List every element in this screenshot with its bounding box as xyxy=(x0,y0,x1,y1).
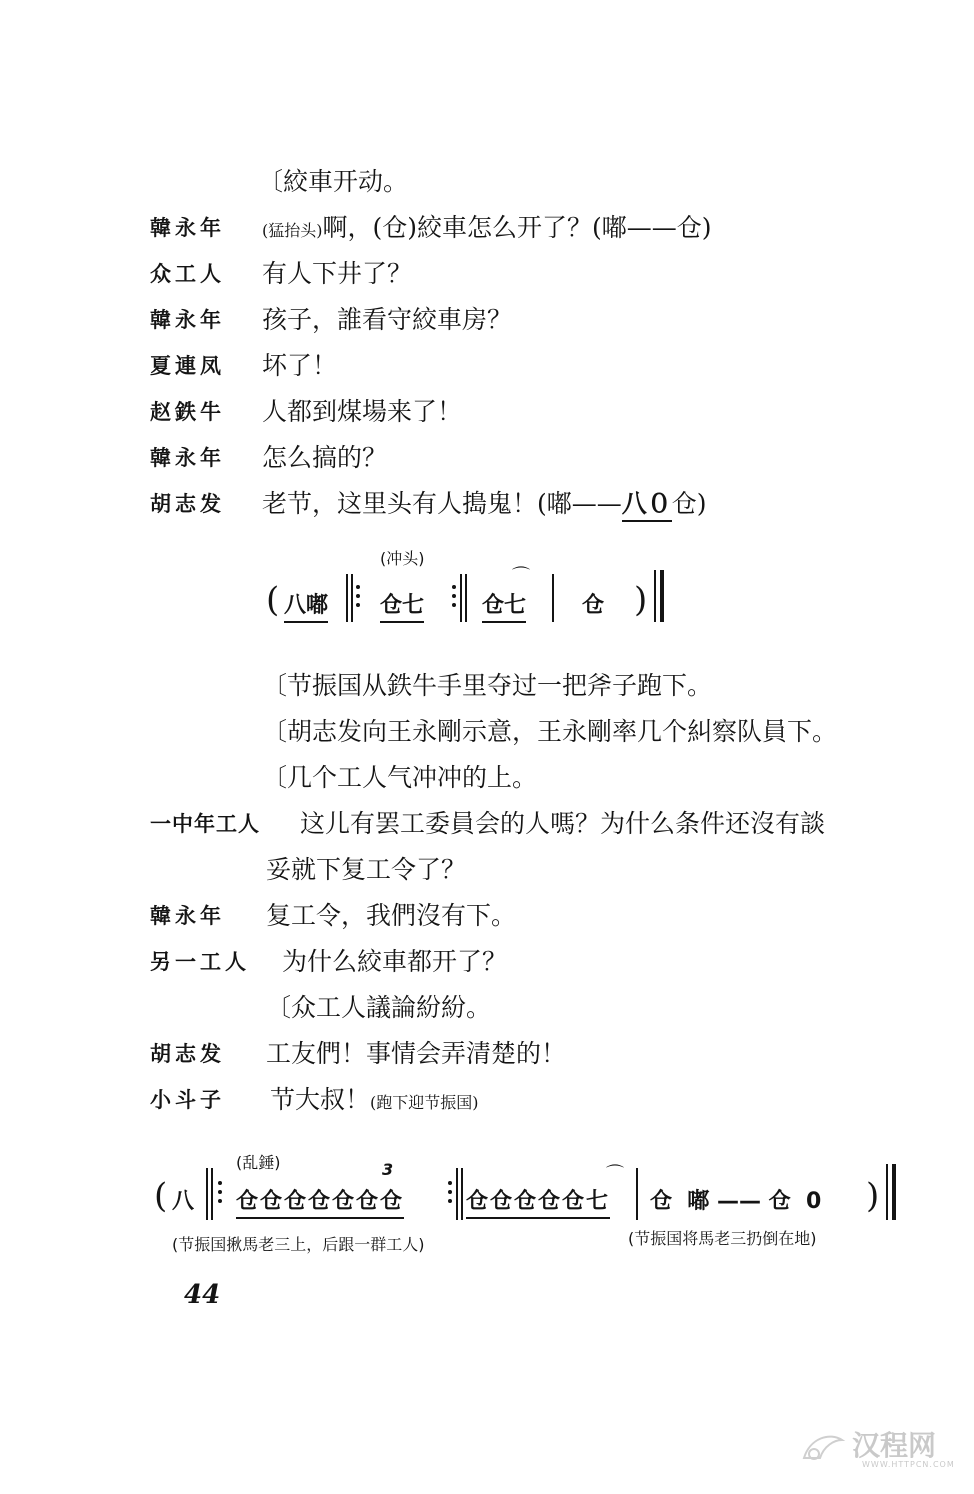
speaker-name: 赵鉄牛 xyxy=(150,400,225,424)
speaker-name: 小斗子 xyxy=(150,1088,225,1112)
barline xyxy=(460,574,462,622)
score-notes: 仓仓仓仓仓仓仓 xyxy=(236,1184,404,1219)
barline xyxy=(886,1164,888,1220)
watermark-text: 汉程网 xyxy=(852,1429,937,1462)
barline xyxy=(456,1168,458,1220)
stage-note: (猛抬头) xyxy=(262,221,323,240)
speaker-name: 韓永年 xyxy=(150,446,225,470)
score-label: (冲头) xyxy=(380,549,425,568)
fermata: ⌒ xyxy=(606,1164,624,1185)
fermata: ⌒ xyxy=(512,566,530,587)
dialogue-text: 妥就下复工令了？ xyxy=(266,855,467,884)
page-number: 44 xyxy=(184,1280,221,1310)
barline xyxy=(346,574,348,622)
barline xyxy=(465,574,467,622)
repeat-dots xyxy=(218,1176,222,1208)
dialogue-text: 坏了！ xyxy=(262,351,338,380)
dialogue-text: 为什么絞車都开了？ xyxy=(282,947,508,976)
notation-inline: 八０ xyxy=(622,489,672,522)
speaker-name: 韓永年 xyxy=(150,308,225,332)
barline xyxy=(206,1168,208,1220)
dialogue-text: 仓) xyxy=(671,489,707,518)
speaker-name: 夏連凤 xyxy=(150,354,225,378)
watermark xyxy=(800,1420,960,1480)
score-caption: (节振国揪馬老三上，后跟一群工人) xyxy=(172,1235,425,1254)
stage-direction: 〔胡志发向王永剛示意，王永剛率几个糾察队員下。 xyxy=(262,717,838,746)
stage-direction: 〔节振国从鉄牛手里夺过一把斧子跑下。 xyxy=(262,671,713,700)
score-notes: 仓 嘟 —— 仓 0 xyxy=(650,1189,822,1214)
watermark-logo-icon xyxy=(800,1428,846,1468)
barline xyxy=(552,574,554,622)
dialogue-text: 老节，这里头有人搗鬼！(嘟—— xyxy=(262,489,622,518)
score-note: 仓七 xyxy=(380,588,424,623)
score-note: 仓七 xyxy=(482,588,526,623)
watermark-url: WWW.HTTPCN.COM xyxy=(862,1460,955,1469)
score-open-paren: ( xyxy=(154,1176,168,1216)
score-close-paren: ) xyxy=(634,580,648,620)
triplet-mark: 3 xyxy=(382,1160,394,1179)
dialogue-line xyxy=(270,1084,479,1119)
speaker-name: 胡志发 xyxy=(150,492,225,516)
speaker-name: 众工人 xyxy=(150,262,225,286)
score-note: 八嘟 xyxy=(284,588,328,623)
speaker-name: 韓永年 xyxy=(150,904,225,928)
speaker-name: 一中年工人 xyxy=(150,812,260,836)
barline xyxy=(211,1168,213,1220)
dialogue-text: 怎么搞的？ xyxy=(262,443,388,472)
score-open-paren: ( xyxy=(266,580,280,620)
barline xyxy=(351,574,353,622)
repeat-dots xyxy=(356,580,360,612)
score-note: 仓 xyxy=(582,593,605,618)
speaker-name: 另一工人 xyxy=(150,950,250,974)
dialogue-text: 人都到煤場来了！ xyxy=(262,397,463,426)
stage-direction: 〔絞車开动。 xyxy=(258,167,409,196)
stage-direction: 〔众工人議論紛紛。 xyxy=(266,993,492,1022)
stage-direction: 〔几个工人气冲冲的上。 xyxy=(262,763,538,792)
repeat-dots xyxy=(452,580,456,612)
barline xyxy=(461,1168,463,1220)
dialogue-line xyxy=(262,212,712,247)
dialogue-text: 工友們！事情会弄清楚的！ xyxy=(266,1039,567,1068)
barline xyxy=(636,1168,638,1220)
dialogue-text: 复工令，我們沒有下。 xyxy=(266,901,517,930)
score-close-paren: ) xyxy=(866,1176,880,1216)
barline xyxy=(654,570,656,622)
dialogue-text: 孩子，誰看守絞車房？ xyxy=(262,305,513,334)
final-barline xyxy=(660,570,664,622)
dialogue-text: 这儿有罢工委員会的人嗎？为什么条件还沒有談 xyxy=(300,809,826,838)
speaker-name: 韓永年 xyxy=(150,216,225,240)
score-label: (乱錘) xyxy=(236,1153,281,1172)
dialogue-text: 节大叔！ xyxy=(270,1085,371,1114)
dialogue-line xyxy=(262,488,707,520)
final-barline xyxy=(892,1164,896,1220)
score-caption: (节振国将馬老三扔倒在地) xyxy=(628,1229,817,1248)
stage-note: (跑下迎节振国) xyxy=(370,1093,479,1112)
score-notes: 仓仓仓仓仓七 xyxy=(466,1184,610,1219)
dialogue-text: 啊，(仓)絞車怎么开了？(嘟——仓) xyxy=(322,213,712,242)
speaker-name: 胡志发 xyxy=(150,1042,225,1066)
repeat-dots xyxy=(448,1176,452,1208)
score-note: 八 xyxy=(172,1189,195,1214)
dialogue-text: 有人下井了？ xyxy=(262,259,413,288)
